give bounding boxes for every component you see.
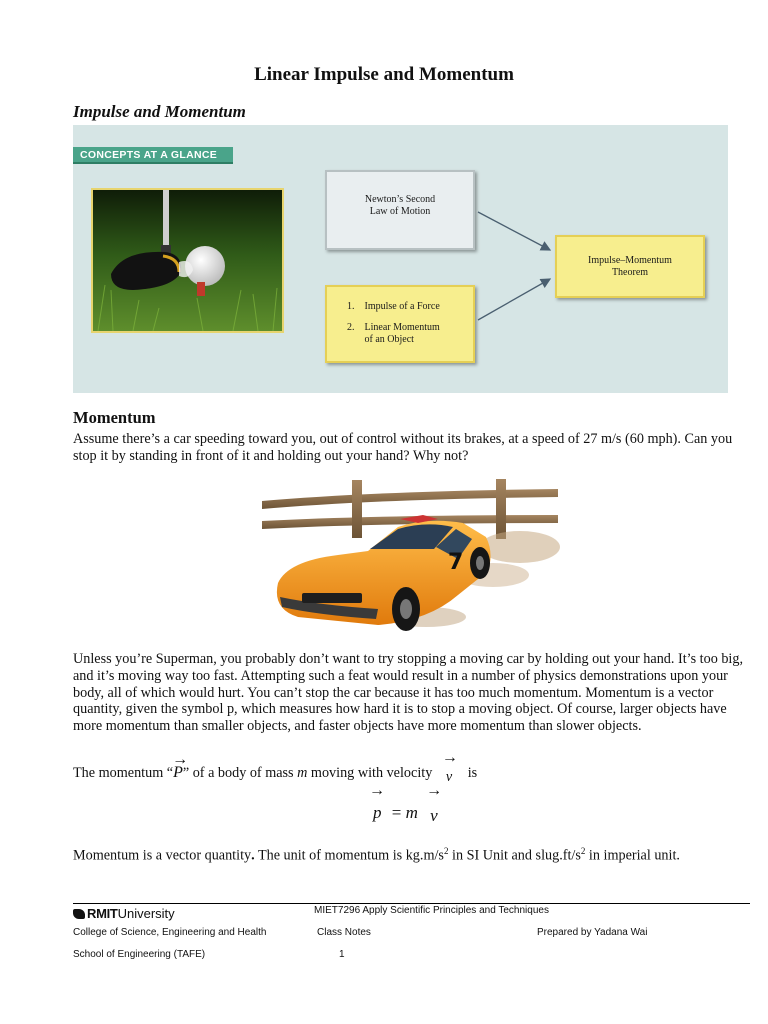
newton-box-line-1: Newton’s Second	[364, 194, 436, 205]
momentum-text-4: is	[467, 765, 478, 781]
footer-doc-type: Class Notes	[317, 927, 371, 938]
momentum-definition-line	[73, 749, 478, 785]
concept-item	[347, 322, 473, 346]
equation-v-symbol: v	[430, 806, 438, 825]
equation-p-symbol: p	[373, 803, 382, 822]
equation-v	[426, 782, 443, 826]
car-illustration	[258, 475, 570, 647]
symbol-p: P	[173, 764, 183, 781]
vector-arrow-icon: →	[426, 782, 443, 799]
unit-text-2: The unit of momentum is kg.m/s	[254, 847, 444, 864]
impulse-momentum-theorem-box	[555, 235, 705, 298]
vector-arrow-icon: →	[369, 782, 385, 799]
unit-superscript-1: 2	[443, 846, 449, 856]
rmit-logo	[73, 906, 175, 921]
impulse-momentum-concepts-box	[325, 285, 475, 363]
unit-superscript-2: 2	[580, 846, 586, 856]
vector-arrow-icon: →	[172, 751, 189, 768]
momentum-symbol-p	[172, 751, 189, 782]
unit-text-4: in imperial unit.	[585, 847, 680, 864]
section-subtitle: Impulse and Momentum	[73, 102, 246, 121]
footer-course: MIET7296 Apply Scientific Principles and Techniques	[314, 905, 549, 916]
momentum-text-3: moving with velocity	[307, 765, 433, 781]
superman-paragraph: Unless you’re Superman, you probably don’t want to try stopping a moving car by holding out your hand. It’s too big, and it’s moving way too fast. Attempting such a feat would result in a number of physics demonstrations upon your body, all of which would hurt. You can’t stop the car because it has too much momentum. Momentum is a vector quantity, given the symbol p, which measures how hard it is to stop a moving object. Of course, larger objects have more momentum than smaller objects, and faster objects have more momentum than slower objects.	[73, 651, 744, 735]
page-number: 1	[339, 949, 345, 960]
concepts-banner: CONCEPTS AT A GLANCE	[73, 147, 233, 164]
speeding-car-icon	[258, 475, 570, 647]
theorem-box-line-2: Theorem	[611, 267, 649, 278]
golf-photo	[91, 188, 284, 333]
vector-arrow-icon: →	[441, 749, 458, 766]
momentum-text-1: The momentum “	[73, 765, 174, 781]
theorem-box-line-1: Impulse–Momentum	[588, 255, 672, 266]
rmit-logo-icon	[73, 909, 85, 919]
momentum-equation	[369, 782, 443, 825]
golf-club-illustration	[93, 190, 282, 331]
concept-item	[347, 301, 473, 313]
mass-symbol: m	[297, 765, 308, 781]
footer-school: School of Engineering (TAFE)	[73, 949, 206, 960]
equation-p	[369, 782, 385, 823]
concept-item-number: 2.	[347, 322, 355, 333]
document-title: Linear Impulse and Momentum	[254, 64, 514, 85]
momentum-text-2: ” of a body of mass	[182, 765, 298, 781]
momentum-heading: Momentum	[73, 408, 156, 427]
logo-text: University	[117, 906, 175, 921]
symbol-v: v	[445, 769, 453, 785]
intro-paragraph: Assume there’s a car speeding toward you, out of control without its brakes, at a speed of 27 m/s (60 mph). Can you stop it by standing in front of it and holding out your hand? Why not?	[73, 431, 733, 464]
concept-item-line: of an Object	[364, 334, 414, 345]
equation-equals-m: = m	[391, 803, 418, 822]
footer-college: College of Science, Engineering and Health	[73, 927, 267, 938]
unit-text-3: in SI Unit and slug.ft/s	[448, 847, 581, 864]
concept-item-line: Linear Momentum	[364, 322, 440, 333]
footer-author: Prepared by Yadana Wai	[537, 927, 648, 938]
svg-text:7: 7	[448, 550, 464, 575]
concept-item-text	[365, 322, 440, 346]
velocity-symbol	[441, 749, 458, 786]
newton-box-line-2: Law of Motion	[369, 206, 431, 217]
unit-text-1: Momentum is a vector quantity	[73, 847, 252, 864]
newtons-second-law-box	[325, 170, 475, 250]
unit-paragraph	[73, 846, 680, 865]
footer-divider	[73, 903, 750, 904]
unit-period: .	[251, 847, 255, 864]
concept-item-text: Impulse of a Force	[364, 301, 440, 312]
concept-item-number: 1.	[347, 301, 355, 312]
logo-bold-text: RMIT	[87, 906, 118, 921]
